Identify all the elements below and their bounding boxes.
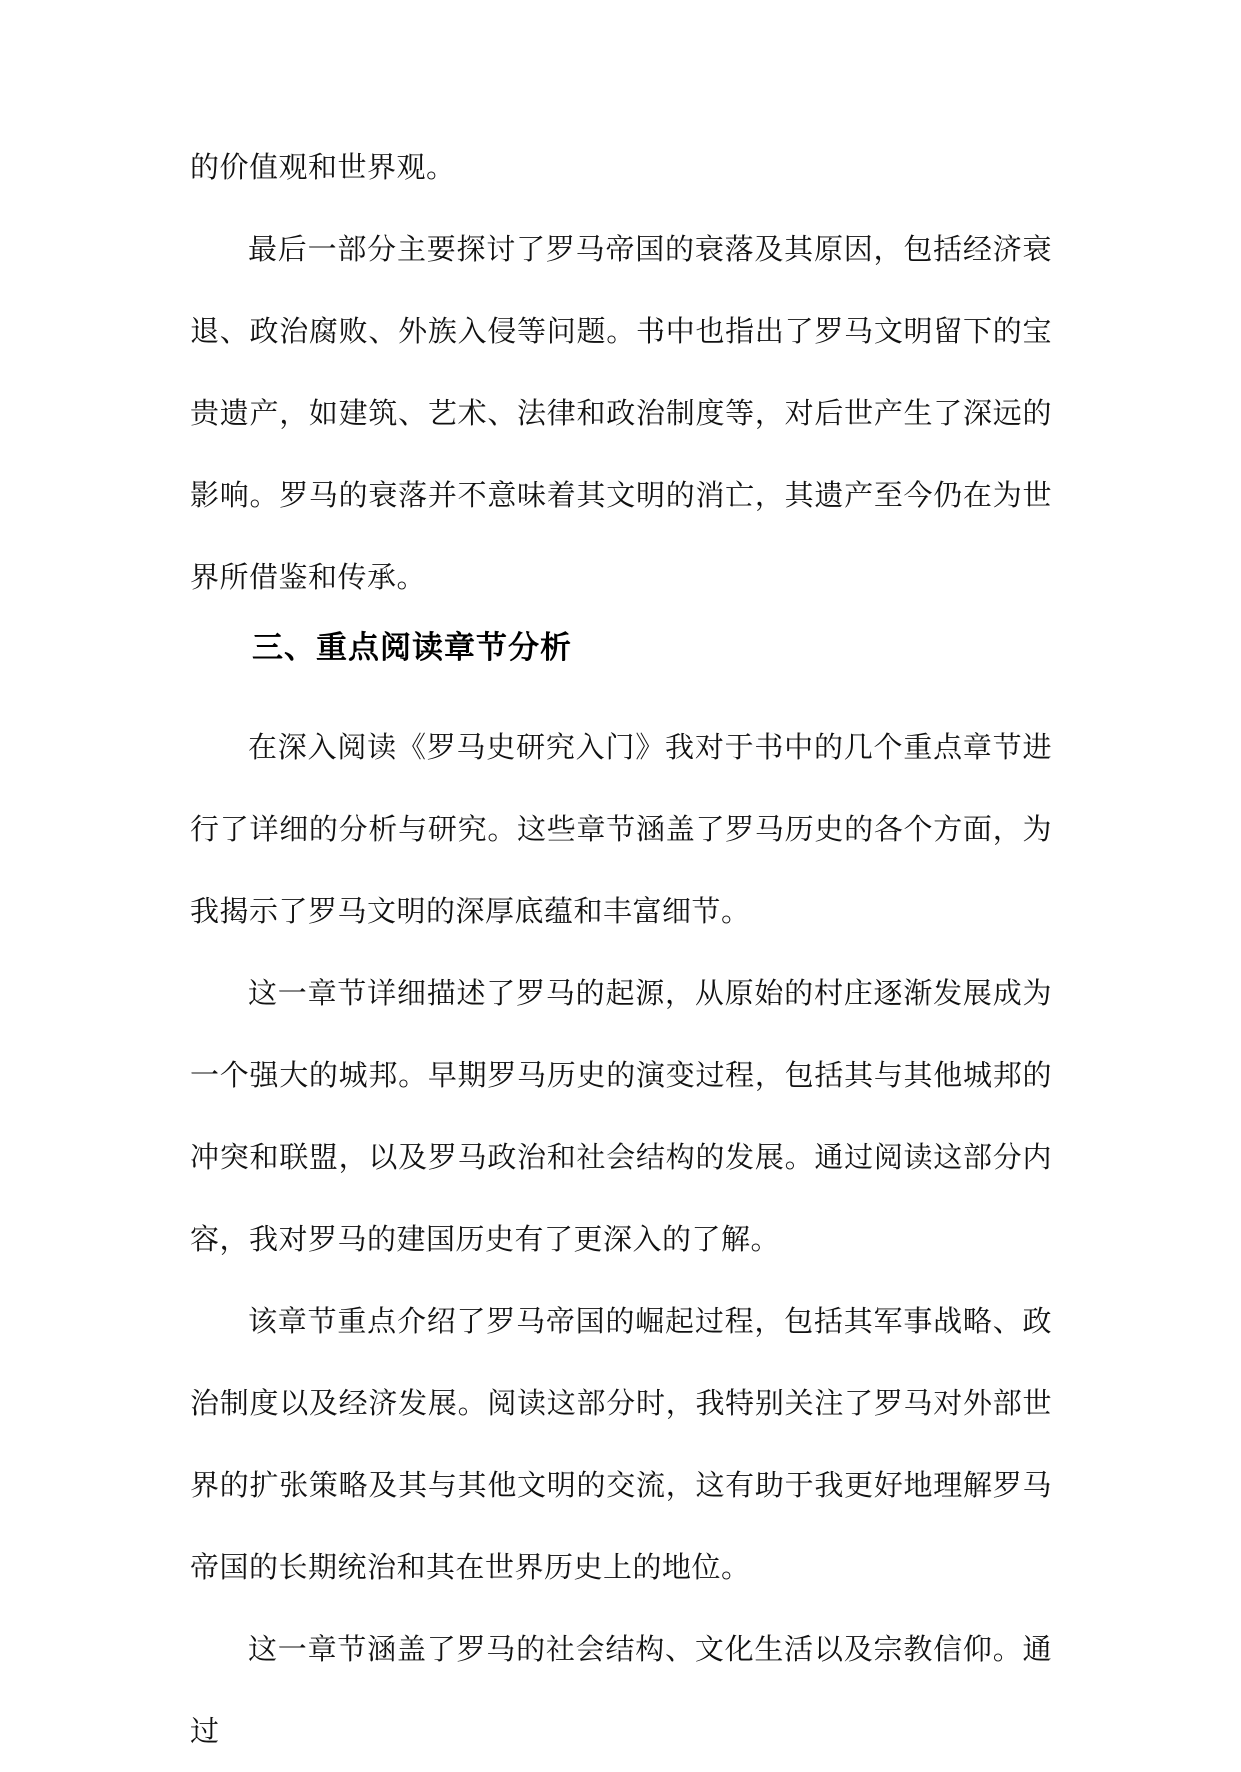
paragraph-continuation: 的价值观和世界观。	[190, 150, 456, 184]
section-heading: 三、重点阅读章节分析	[252, 630, 572, 666]
paragraph-origins-of-rome: 这一章节详细描述了罗马的起源，从原始的村庄逐渐发展成为一个强大的城邦。早期罗马历史的演变过程，包括其与其他城邦的冲突和联盟，以及罗马政治和社会结构的发展。通过阅读这部分内容，我对罗马的建国历史有了更深入的了解。	[190, 976, 1052, 1256]
paragraph-rise-of-empire: 该章节重点介绍了罗马帝国的崛起过程，包括其军事战略、政治制度以及经济发展。阅读这部分时，我特别关注了罗马对外部世界的扩张策略及其与其他文明的交流，这有助于我更好地理解罗马帝国的长期统治和其在世界历史上的地位。	[190, 1304, 1052, 1584]
paragraph-society-culture: 这一章节涵盖了罗马的社会结构、文化生活以及宗教信仰。通过	[190, 1632, 1052, 1748]
paragraph-intro-key-chapters: 在深入阅读《罗马史研究入门》我对于书中的几个重点章节进行了详细的分析与研究。这些章节涵盖了罗马历史的各个方面，为我揭示了罗马文明的深厚底蕴和丰富细节。	[190, 730, 1052, 928]
paragraph-decline-of-rome: 最后一部分主要探讨了罗马帝国的衰落及其原因，包括经济衰退、政治腐败、外族入侵等问题。书中也指出了罗马文明留下的宝贵遗产，如建筑、艺术、法律和政治制度等，对后世产生了深远的影响。罗马的衰落并不意味着其文明的消亡，其遗产至今仍在为世界所借鉴和传承。	[190, 232, 1052, 594]
